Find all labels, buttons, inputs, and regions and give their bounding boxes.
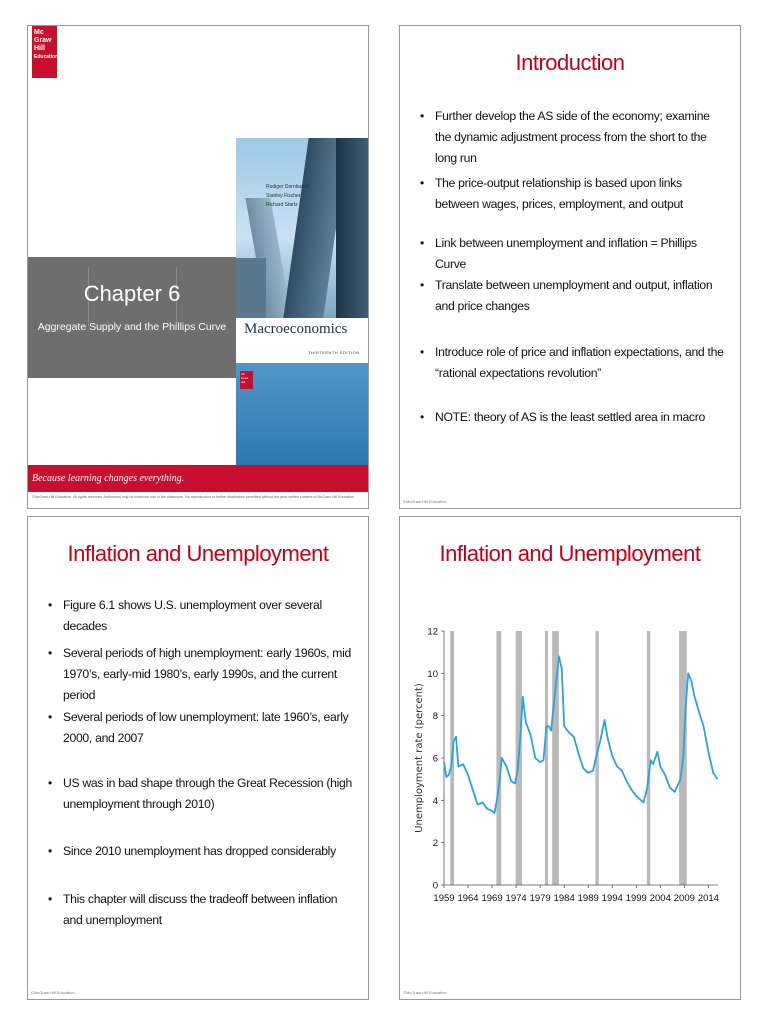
x-tick-label: 1969 [481,893,503,904]
copyright: ©McGraw-Hill Education [403,990,447,995]
bullet-item: • NOTE: theory of AS is the least settled area in macro [414,407,728,428]
recession-bar [496,631,501,885]
book-edition: THIRTEENTH EDITION [308,350,360,355]
x-tick-label: 2009 [673,893,695,904]
slide-title: Inflation and Unemployment [439,541,701,566]
mcgraw-hill-logo [32,26,57,78]
bullet-item: • The price-output relationship is based upon links between wages, prices, employment, and output [414,173,728,215]
bullet-item: • US was in bad shape through the Great Recession (high unemployment through 2010) [42,773,356,815]
bullet-item: • Link between unemployment and inflation = Phillips Curve [414,233,728,275]
y-axis-label: Unemployment rate (percent) [414,683,425,833]
footer-band [28,465,369,492]
y-tick-label: 12 [427,626,438,638]
recession-bar [647,631,650,885]
x-tick-label: 1994 [601,893,623,904]
x-tick-label: 1964 [457,893,479,904]
y-tick-label: 6 [432,753,438,765]
slide-inflation-text [27,516,369,1000]
bullet-item: • Several periods of high unemployment: early 1960s, mid 1970’s, early-mid 1980’s, early 1990s, and the current period [42,643,356,706]
cover-building [336,138,369,318]
logo-line: Mc [34,29,44,36]
y-tick-label: 10 [427,668,438,680]
book-cover [236,138,369,465]
x-tick-label: 1984 [553,893,575,904]
x-tick-label: 1979 [529,893,551,904]
logo-line: Graw [34,37,52,44]
book-authors [266,183,309,210]
bullet-item: • Figure 6.1 shows U.S. unemployment over several decades [42,595,356,637]
x-tick-label: 2004 [649,893,671,904]
bullet-item: • Further develop the AS side of the economy; examine the dynamic adjustment process from the short to the long run [414,106,728,169]
bullet-item: • Translate between unemployment and output, inflation and price changes [414,275,728,317]
bullet-item: • This chapter will discuss the tradeoff between inflation and unemployment [42,889,356,931]
tagline: Because learning changes everything. [32,473,185,484]
x-tick-label: 1989 [577,893,599,904]
x-tick-label: 2014 [697,893,719,904]
bullet-item: • Several periods of low unemployment: late 1960’s, early 2000, and 2007 [42,707,356,749]
book-title: Macroeconomics [244,321,348,337]
x-tick-label: 1974 [505,893,527,904]
cover-mini-logo: Mc Graw Hill [240,371,253,389]
bullet-item: • Introduce role of price and inflation expectations, and the “rational expectations revolution” [414,342,728,384]
logo-line: Hill [34,45,45,52]
unemployment-chart [400,517,741,1000]
slide-title: Introduction [515,50,625,75]
slide-title: Inflation and Unemployment [67,541,329,566]
recession-bar [545,631,548,885]
copyright: ©McGraw-Hill Education [31,990,75,995]
author: Richard Startz [266,202,298,208]
chapter-title: Chapter 6 [83,281,181,306]
author: Rudiger Dornbusch [266,184,310,190]
slide-title [27,25,369,509]
slide-inflation-chart [399,516,741,1000]
y-tick-label: 8 [432,711,438,723]
x-tick-label: 1999 [625,893,647,904]
x-tick-label: 1959 [433,893,455,904]
author: Stanley Fischer [266,193,301,199]
copyright: ©McGraw-Hill Education [403,499,447,504]
legal-notice: ©McGraw-Hill Education. All rights reserved. Authorized only for instructor use in the classroom. No reproduction or further distribution permitted without the prior written consent of McGraw-Hill Education. [28,492,369,509]
cover-blue-band [236,363,369,465]
bullet-item: • Since 2010 unemployment has dropped considerably [42,841,356,862]
chapter-subtitle: Aggregate Supply and the Phillips Curve [37,321,227,333]
chapter-band [28,257,236,378]
slide-introduction [399,25,741,509]
unemployment-series-line [444,656,718,813]
logo-line: Education [34,54,59,60]
y-tick-label: 0 [432,880,438,892]
y-tick-label: 4 [432,795,438,807]
cover-building [236,258,266,318]
y-tick-label: 2 [432,838,438,850]
